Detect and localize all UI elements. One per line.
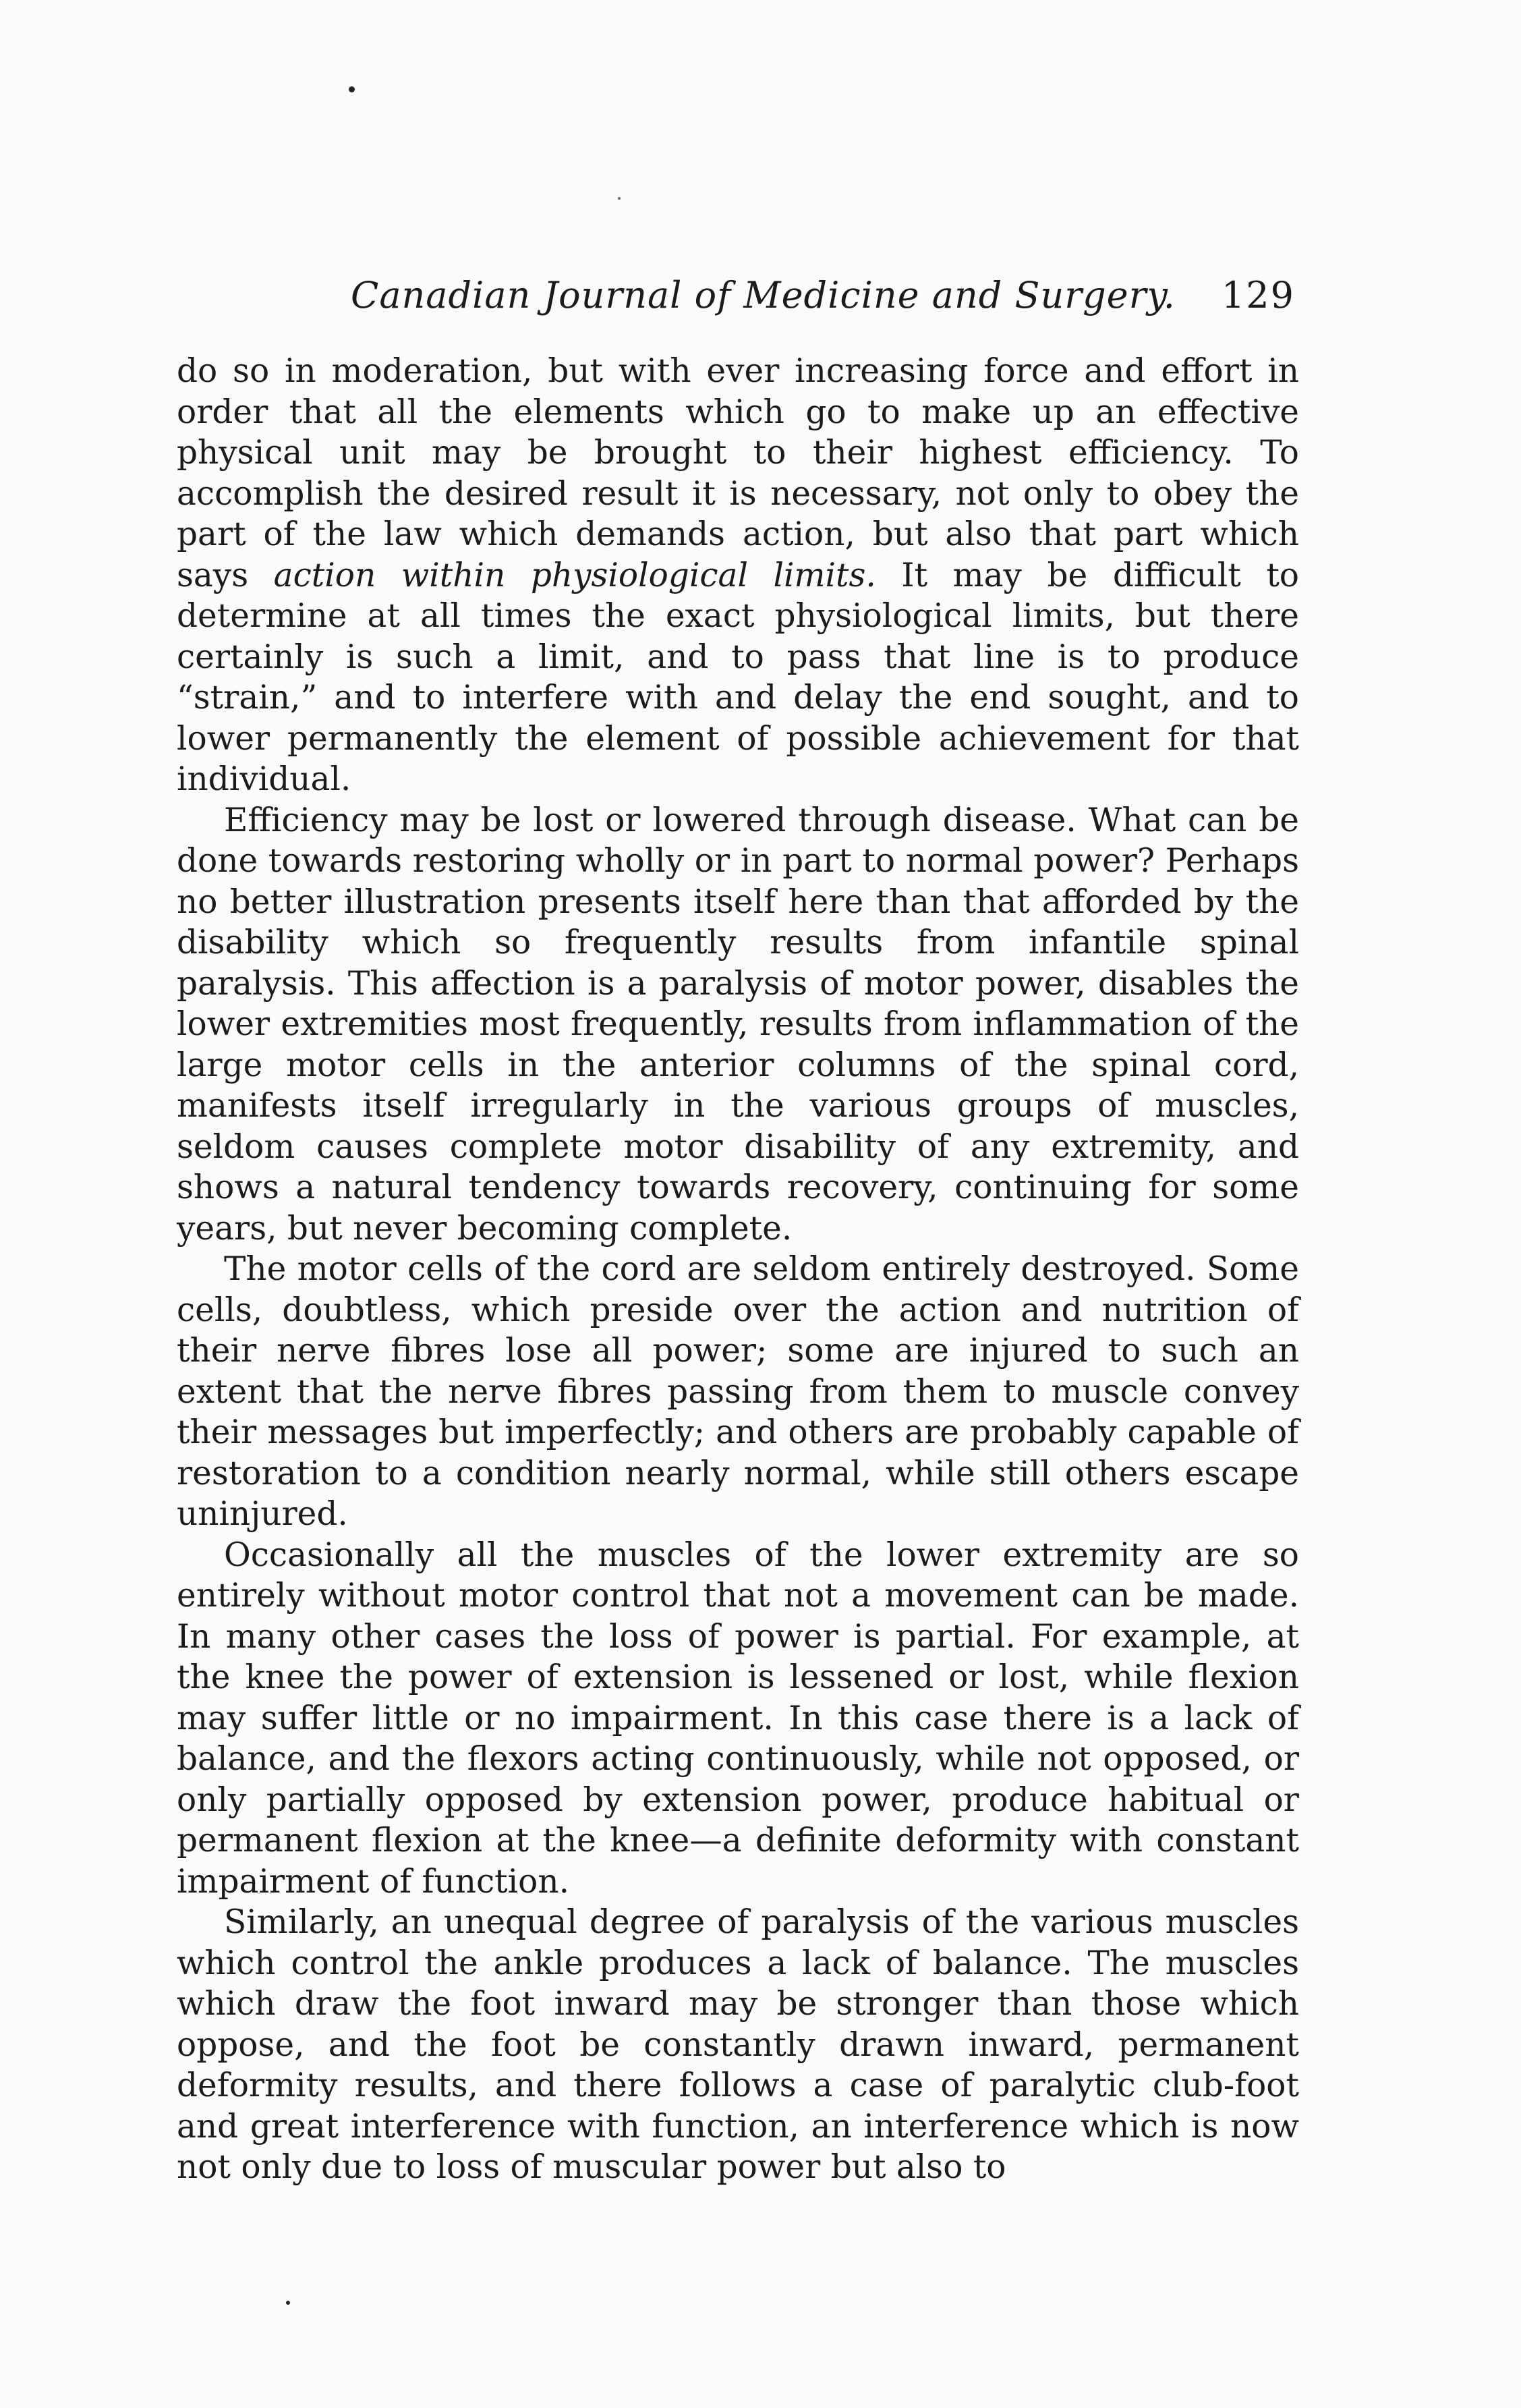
paragraph-4: Occasionally all the muscles of the lower extremity are so entirely without motor control that not a movement can be made. In many other cases the loss of power is partial. For example, at the knee the power of extension is lessened or lost, while flexion may suffer little or no impairment. In this case there is a lack of balance, and the flexors acting continuously, while not opposed, or only partially opposed by extension power, produce habitual or permanent flexion at the knee—a definite deformity with constant impairment of function.	[177, 1536, 1299, 1901]
paragraph-1-text-b: It may be difficult to determine at all times the exact physiological limits, but there certainly is such a limit, and to pass that line is to produce “strain,” and to interfere with and delay the end sought, and to lower permanently the element of possible achievement for that individual.	[177, 556, 1300, 798]
paragraph-5: Similarly, an unequal degree of paralysis of the various muscles which control the ankle produces a lack of balance. The muscles which draw the foot inward may be stronger than those which oppose, and the foot be constantly drawn inward, permanent deformity results, and there follows a case of paralytic club-foot and great interference with function, an interference which is now not only due to loss of muscular power but also to	[177, 1903, 1299, 2186]
page-number: 129	[1221, 274, 1295, 316]
paragraph-1-emphasis: action within physiological limits.	[273, 556, 876, 594]
ink-speck	[618, 197, 621, 200]
ink-speck	[349, 86, 355, 92]
article-body	[177, 351, 1299, 2188]
paragraph-1	[177, 351, 1299, 800]
paragraph-2: Efficiency may be lost or lowered through disease. What can be done towards restoring wholly or in part to normal power? Perhaps no better illustration presents itself here than that afforded by the disability which so frequently results from infantile spinal paralysis. This affection is a paralysis of motor power, disables the lower extremities most frequently, results from inflammation of the large motor cells in the anterior columns of the spinal cord, manifests itself irregularly in the various groups of muscles, seldom causes complete motor disability of any extremity, and shows a natural tendency towards recovery, continuing for some years, but never becoming complete.	[177, 801, 1299, 1248]
paragraph-1-text-a: do so in moderation, but with ever increasing force and effort in order that all the elements which go to make up an effective physical unit may be brought to their highest efficiency. To accomplish the desired result it is necessary, not only to obey the part of the law which demands action, but also that part which says	[177, 352, 1299, 594]
running-title: Canadian Journal of Medicine and Surgery.	[351, 274, 1176, 316]
ink-speck	[286, 2301, 290, 2305]
running-header	[351, 269, 1302, 323]
paragraph-3: The motor cells of the cord are seldom entirely destroyed. Some cells, doubtless, which preside over the action and nutrition of their nerve fibres lose all power; some are injured to such an extent that the nerve fibres passing from them to muscle convey their messages but imperfectly; and others are probably capable of restoration to a condition nearly normal, while still others escape uninjured.	[177, 1250, 1299, 1533]
